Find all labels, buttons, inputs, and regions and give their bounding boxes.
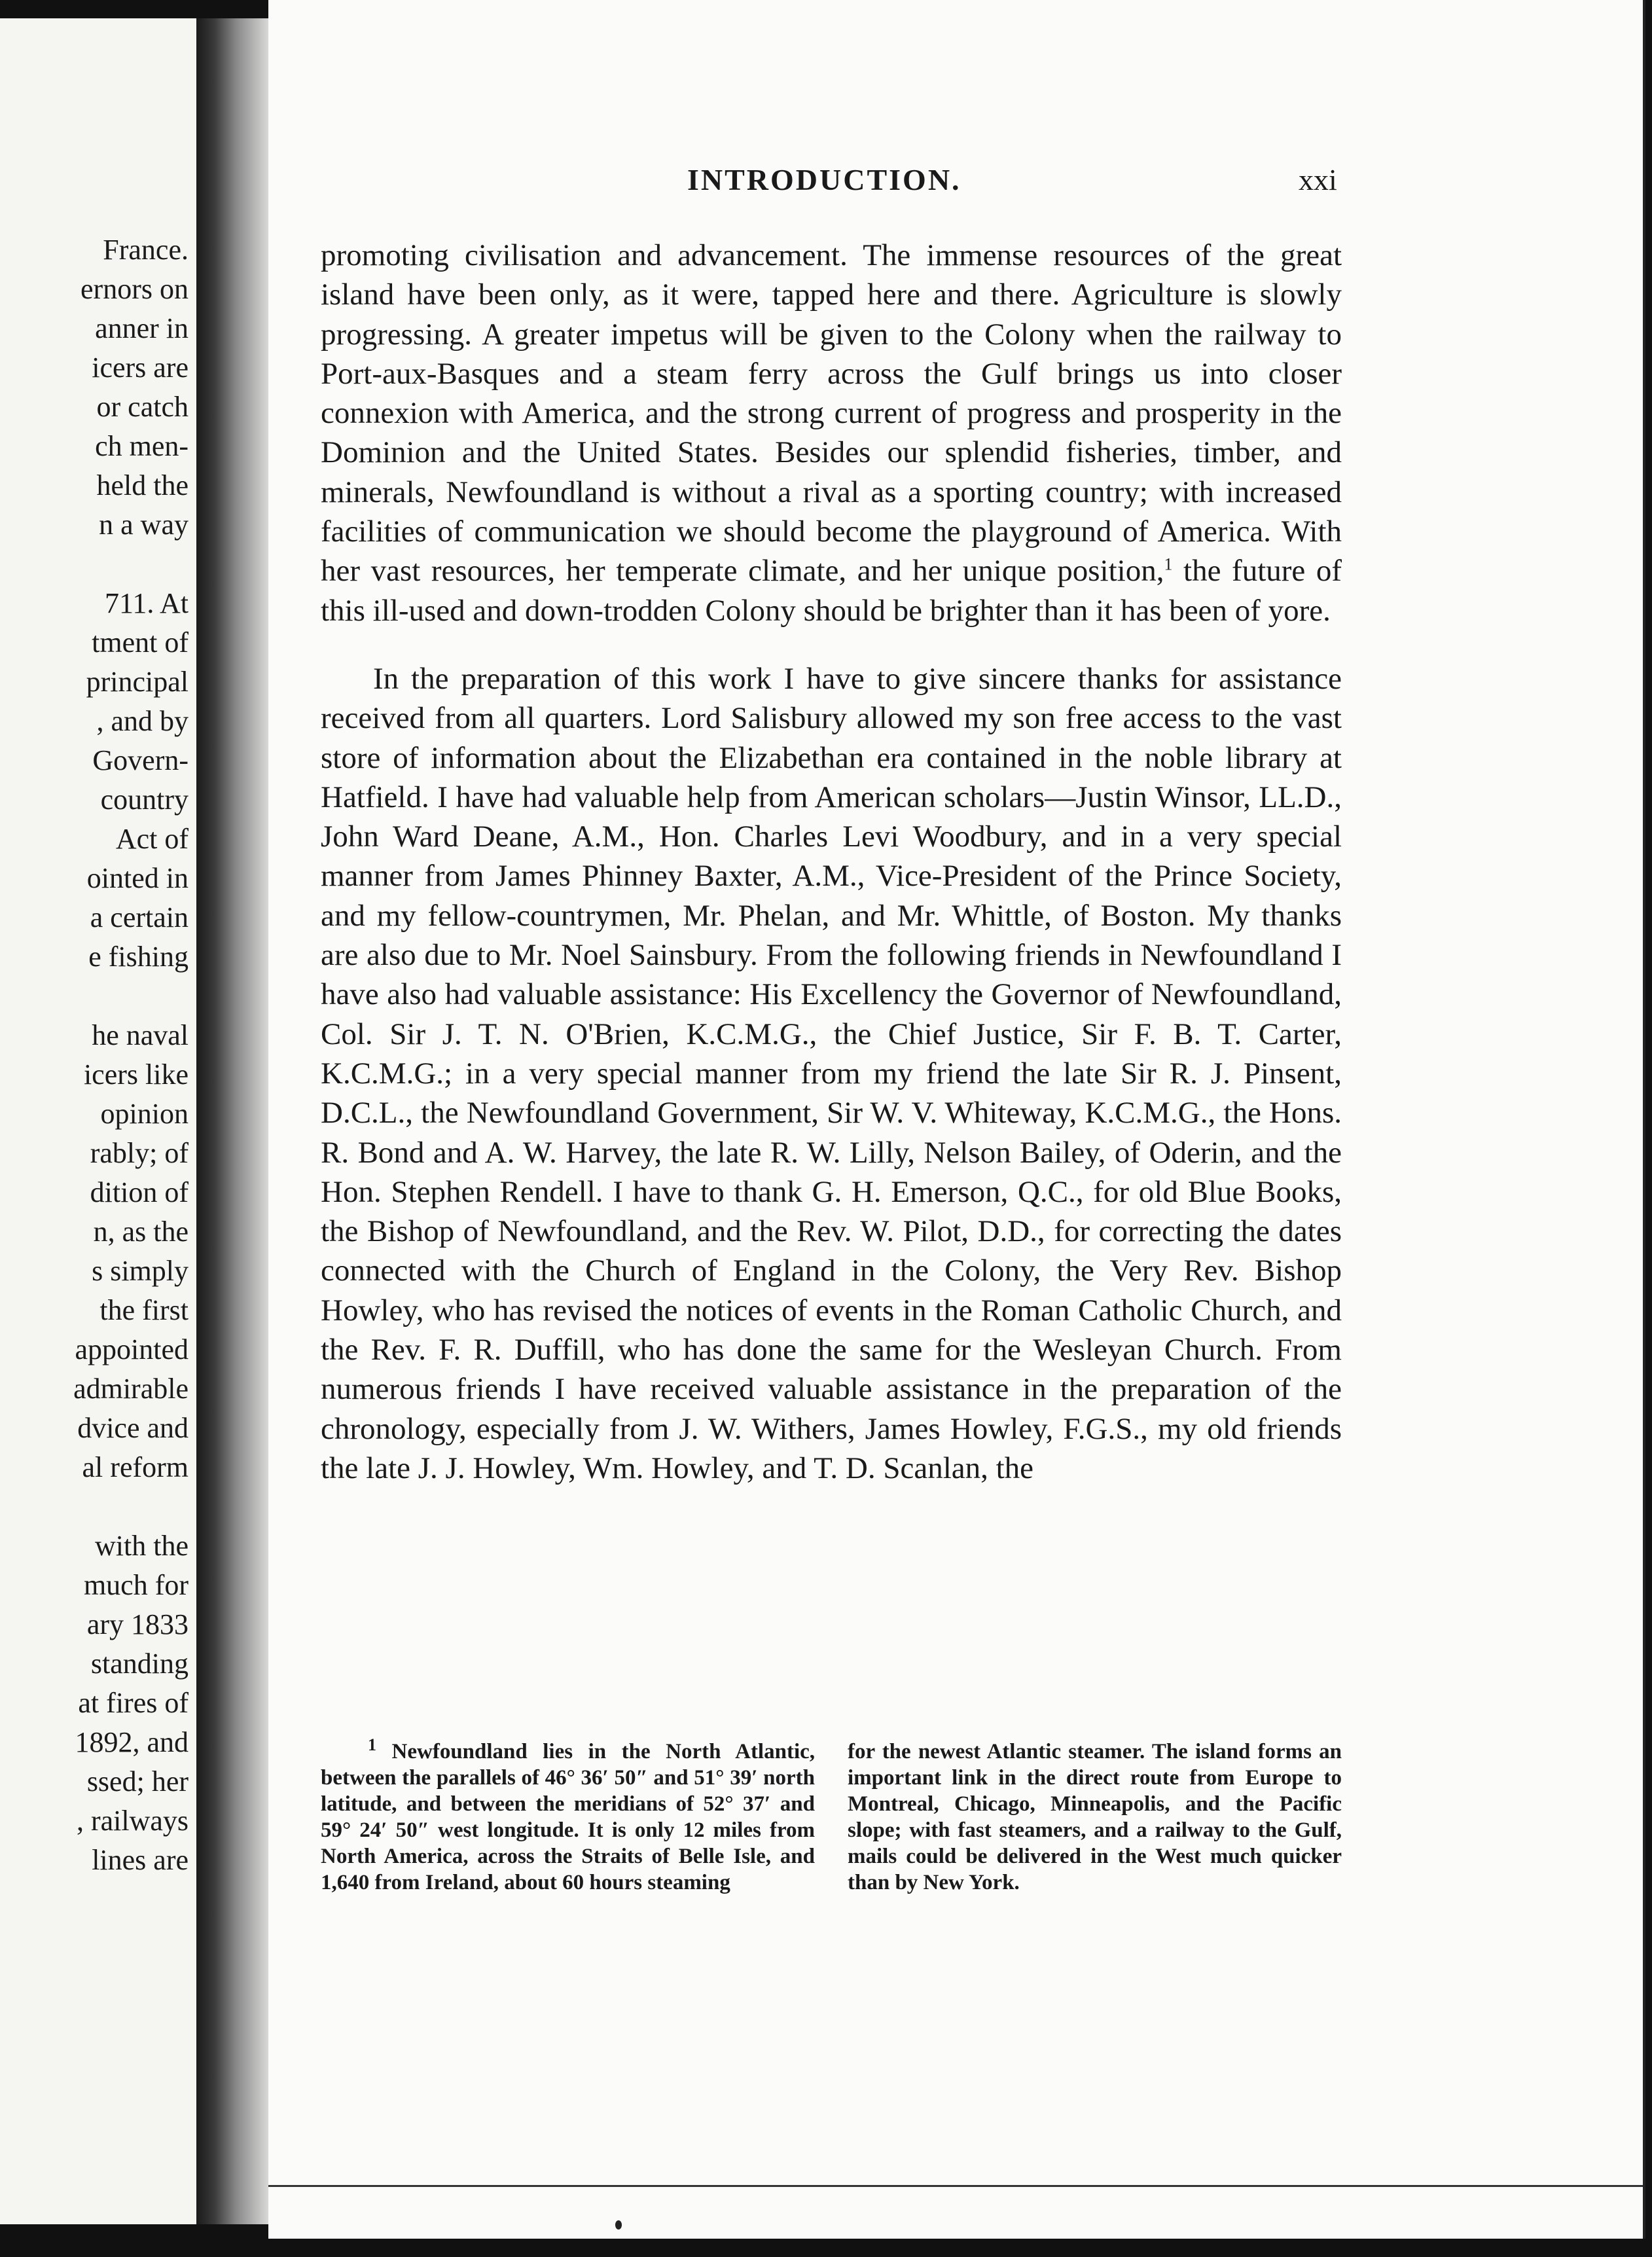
- left-page-line: opinion: [100, 1098, 189, 1130]
- page-number: xxi: [1299, 163, 1337, 196]
- footnote-marker: 1: [368, 1735, 376, 1754]
- footnotes: [321, 1735, 1342, 1935]
- left-page-line: 1892, and: [75, 1726, 189, 1758]
- left-page-line: ernors on: [81, 273, 189, 305]
- running-head: [268, 162, 1643, 202]
- paragraph-text: promoting civilisation and advancement. The immense resources of the great island have been only, as it were, tapped here and there. Agriculture is slowly progressing. A greater impetus will be given to the Colony when the railway to Port-aux-Basques and a steam ferry across the Gulf brings us into closer connexion with America, and the strong current of progress and prosperity in the Dominion and the United States. Besides our splendid fisheries, timber, and minerals, Newfoundland is without a rival as a sporting country; with increased facilities of communication we should become the playground of America. With her vast resources, her temperate climate, and her unique position,: [321, 238, 1342, 588]
- left-page-line: al reform: [82, 1451, 189, 1483]
- body-text: [321, 236, 1342, 1488]
- left-page-line: ointed in: [86, 862, 189, 894]
- left-page-line: he naval: [92, 1019, 189, 1051]
- paragraph-text-end: the future of this ill-used and down-trodden Colony should be brighter than it has been of yore.: [321, 554, 1342, 628]
- left-page-line: Govern-: [92, 744, 189, 776]
- left-page-line: icers like: [83, 1058, 189, 1091]
- page-bottom-edge: [268, 2185, 1643, 2187]
- left-page-line: principal: [86, 666, 189, 698]
- left-page-line: appointed: [75, 1333, 189, 1365]
- left-page-line: rably; of: [90, 1137, 189, 1169]
- left-page-line: lines are: [92, 1844, 189, 1876]
- paragraph: [321, 236, 1342, 630]
- left-page-line: a certain: [90, 901, 189, 933]
- left-page-line: tment of: [92, 626, 189, 659]
- footnote-column-left: [321, 1735, 816, 1896]
- left-page-line: , and by: [96, 705, 189, 737]
- left-page-line: or catch: [96, 391, 189, 423]
- left-page-line: ssed; her: [86, 1765, 189, 1797]
- left-page-line: with the: [95, 1530, 189, 1562]
- left-page-line: ch men-: [95, 430, 189, 462]
- left-page-line: standing: [90, 1648, 189, 1680]
- left-page-line: France.: [103, 234, 189, 266]
- left-page-line: , railways: [76, 1805, 189, 1837]
- left-page-line: the first: [99, 1294, 189, 1326]
- left-page-line: at fires of: [78, 1687, 189, 1719]
- scan-speck: [615, 2220, 622, 2230]
- left-page-line: ary 1833: [86, 1608, 189, 1640]
- left-page-line: s simply: [92, 1255, 189, 1287]
- paragraph: In the preparation of this work I have to give sincere thanks for assistance received from all quarters. Lord Salisbury allowed my son free access to the vast store of information about the Elizabethan era contained in the noble library at Hatfield. I have had valuable help from American scholars—Justin Winsor, LL.D., John Ward Deane, A.M., Hon. Charles Levi Woodbury, and in a very special manner from James Phinney Baxter, A.M., Vice-President of the Prince Society, and my fellow-countrymen, Mr. Phelan, and Mr. Whittle, of Boston. My thanks are also due to Mr. Noel Sainsbury. From the following friends in Newfoundland I have also had valuable assistance: His Excellency the Governor of Newfoundland, Col. Sir J. T. N. O'Brien, K.C.M.G., the Chief Justice, Sir F. B. T. Carter, K.C.M.G.; in a very special manner from my friend the late Sir R. J. Pinsent, D.C.L., the Newfoundland Government, Sir W. V. Whiteway, K.C.M.G., the Hons. R. Bond and A. W. Harvey, the late R. W. Lilly, Nelson Bailey, of Oderin, and the Hon. Stephen Rendell. I have to thank G. H. Emerson, Q.C., for old Blue Books, the Bishop of Newfoundland, and the Rev. W. Pilot, D.D., for correcting the dates connected with the Church of England in the Colony, the Very Rev. Bishop Howley, who has revised the notices of events in the Roman Catholic Church, and the Rev. F. R. Duffill, who has done the same for the Wesleyan Church. From numerous friends I have received valuable assistance in the preparation of the chronology, especially from J. W. Withers, James Howley, F.G.S., my old friends the late J. J. Howley, Wm. Howley, and T. D. Scanlan, the: [321, 661, 1342, 1485]
- left-page-line: Act of: [115, 823, 189, 855]
- footnote-text: Newfoundland lies in the North Atlantic, between the parallels of 46° 36′ 50″ and 51° 39′ north latitude, and between the meridians of 52° 37′ and 59° 24′ 50″ west longitude. It is only 12 miles from North America, across the Straits of Belle Isle, and 1,640 from Ireland, about 60 hours steaming: [321, 1740, 816, 1894]
- left-page-line: n, as the: [93, 1216, 189, 1248]
- footnote-reference: 1: [1164, 554, 1173, 574]
- left-page-line: n a way: [99, 509, 189, 541]
- book-page: [268, 0, 1645, 2239]
- book-gutter: [196, 18, 268, 2224]
- previous-page-fragment: [0, 18, 196, 2224]
- page-header-title: INTRODUCTION.: [687, 163, 961, 196]
- left-page-line: dvice and: [77, 1412, 189, 1444]
- left-page-line: 711. At: [105, 587, 189, 619]
- left-page-line: dition of: [90, 1176, 189, 1208]
- footnote-column-right: for the newest Atlantic steamer. The island forms an important link in the direct route from Europe to Montreal, Chicago, Minneapolis, and the Pacific slope; with fast steamers, and a railway to the Gulf, mails could be delivered in the West much quicker than by New York.: [848, 1740, 1342, 1894]
- left-page-line: admirable: [73, 1373, 189, 1405]
- left-page-line: much for: [83, 1569, 189, 1601]
- left-page-line: icers are: [92, 352, 189, 384]
- left-page-line: e fishing: [88, 941, 189, 973]
- left-page-line: anner in: [95, 312, 189, 344]
- left-page-line: held the: [96, 469, 189, 501]
- left-page-line: country: [100, 784, 189, 816]
